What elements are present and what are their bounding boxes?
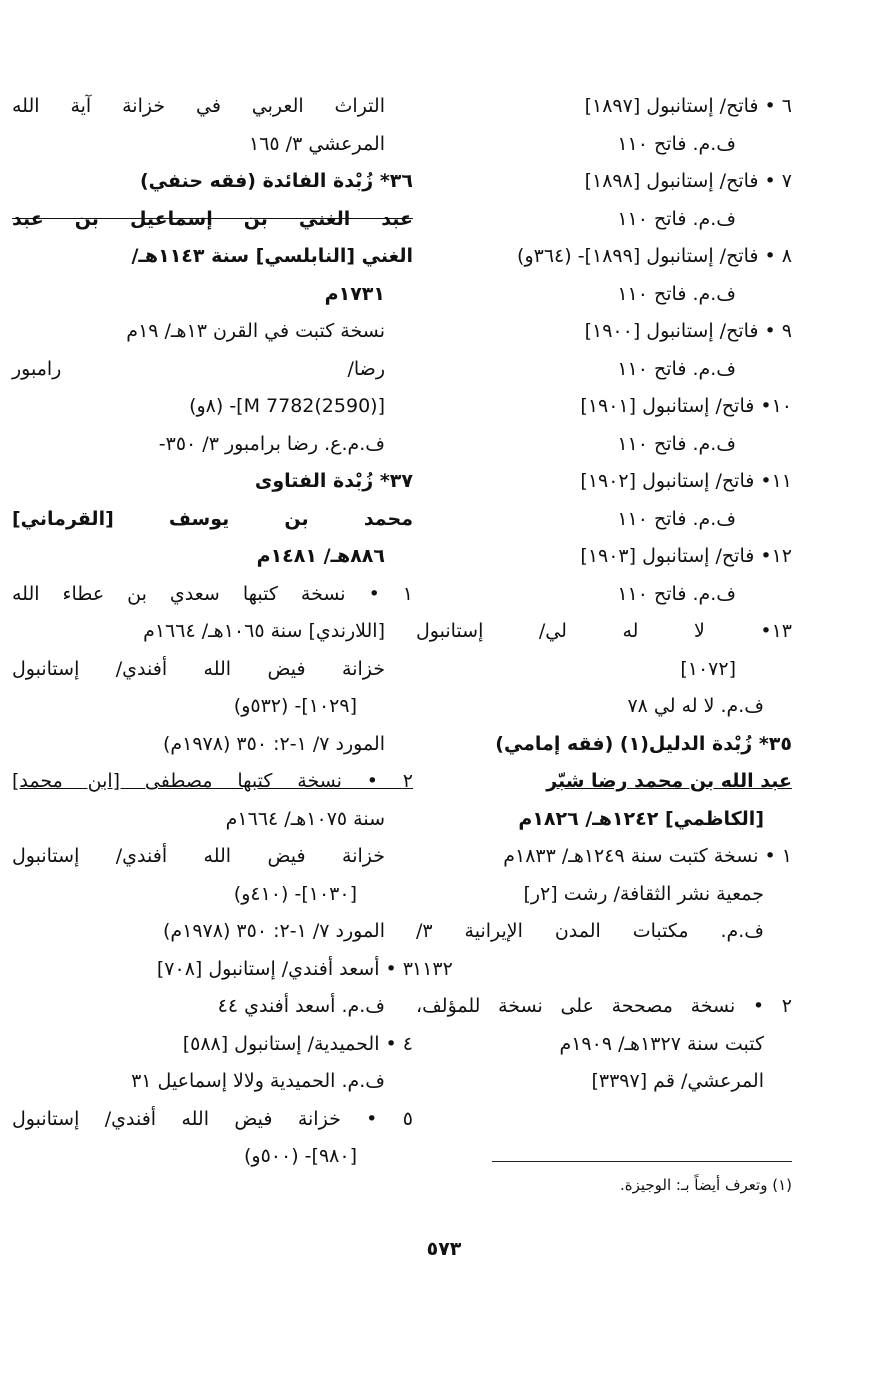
text-line: ١٧٣١م	[324, 282, 385, 305]
text-line: ف.م. لا له لي ٧٨	[627, 695, 764, 717]
text-line: [اللارندي] سنة ١٠٦٥هـ/ ١٦٦٤م	[143, 620, 385, 642]
right-column	[412, 88, 792, 1101]
text-line: سنة ١٠٧٥هـ/ ١٦٦٤م	[225, 807, 385, 830]
text-line: [M 7782(2590)]- (٨و)	[189, 395, 385, 417]
text-line: ١٢• فاتح/ إستانبول [١٩٠٣]	[580, 545, 792, 567]
text-line: التراث العربي في خزانة آية الله	[12, 95, 385, 117]
text-line: خزانة فيض الله أفندي/ إستانبول	[12, 657, 385, 680]
text-line: ٤ • الحميدية/ إستانبول [٥٨٨]	[182, 1032, 413, 1055]
text-line: ٨٨٦هـ/ ١٤٨١م	[256, 545, 385, 567]
text-line: المورد ٧/ ١-٢: ٣٥٠ (١٩٧٨م)	[162, 920, 385, 942]
text-line: ٩ • فاتح/ إستانبول [١٩٠٠]	[584, 320, 792, 342]
text-line: الغني [النابلسي] سنة ١١٤٣هـ/	[131, 245, 413, 267]
text-line: جمعية نشر الثقافة/ رشت [٢ر]	[523, 882, 764, 905]
text-line: ٣٧* زُبْدة الفتاوى	[254, 470, 413, 492]
text-line: المورد ٧/ ١-٢: ٣٥٠ (١٩٧٨م)	[162, 732, 385, 755]
text-line: ٨ • فاتح/ إستانبول [١٨٩٩]- (٣٦٤و)	[517, 245, 792, 267]
text-line: ١١٣٢	[412, 957, 453, 980]
text-line: ف.م. الحميدية ولالا إسماعيل ٣١	[131, 1070, 385, 1092]
text-line: ١٣• لا له لي/ إستانبول	[416, 620, 792, 642]
text-line: كتبت سنة ١٣٢٧هـ/ ١٩٠٩م	[559, 1032, 764, 1055]
text-line: ف.م. فاتح ١١٠	[617, 507, 736, 530]
text-line: ٥ • خزانة فيض الله أفندي/ إستانبول	[12, 1107, 413, 1130]
text-line: ف.م. أسعد أفندي ٤٤	[217, 995, 385, 1017]
text-line: ٣٦* زُبْدة الفائدة (فقه حنفي)	[140, 170, 413, 192]
text-line: ٣ • أسعد أفندي/ إستانبول [٧٠٨]	[156, 957, 413, 980]
text-line: ف.م. مكتبات المدن الإيرانية ٣/	[416, 920, 764, 942]
text-line: [الكاظمي] ١٢٤٢هـ/ ١٨٢٦م	[518, 807, 764, 830]
text-line: ٦ • فاتح/ إستانبول [١٨٩٧]	[584, 95, 792, 117]
text-line: ف.م. فاتح ١١٠	[617, 432, 736, 455]
text-line: ٣٥* زُبْدة الدليل(١) (فقه إمامي)	[495, 732, 792, 755]
footnote: (١) وتعرف أيضاً بـ: الوجيزة.	[619, 1176, 792, 1194]
text-line: ف.م. فاتح ١١٠	[617, 582, 736, 605]
text-line: ف.م. فاتح ١١٠	[617, 132, 736, 155]
text-line: ف.م. فاتح ١١٠	[617, 357, 736, 380]
text-line: [١٠٢٩]- (٥٣٢و)	[233, 695, 357, 717]
text-line: ف.م. فاتح ١١٠	[617, 282, 736, 305]
text-line: [٩٨٠]- (٥٠٠و)	[244, 1145, 357, 1167]
text-line: ٢ • نسخة مصححة على نسخة للمؤلف،	[416, 995, 792, 1017]
text-line: المرعشي ٣/ ١٦٥	[249, 132, 385, 155]
footnote-rule	[492, 1161, 792, 1162]
text-line: ف.م.ع. رضا برامبور ٣/ ٣٥٠-	[158, 432, 385, 455]
text-line: ٢ • نسخة كتبها مصطفى [ابن محمد]	[12, 770, 413, 792]
text-line: ف.م. فاتح ١١٠	[617, 207, 736, 230]
text-line: ١٠• فاتح/ إستانبول [١٩٠١]	[580, 395, 792, 417]
page-number: ٥٧٣	[426, 1238, 462, 1260]
text-line: ٧ • فاتح/ إستانبول [١٨٩٨]	[584, 170, 792, 192]
text-line: [١٠٣٠]- (٤١٠و)	[233, 882, 357, 905]
text-line: المرعشي/ قم [٣٣٩٧]	[591, 1070, 764, 1092]
text-line: عبد الله بن محمد رضا شبّر	[546, 770, 792, 792]
text-line: ١ • نسخة كتبها سعدي بن عطاء الله	[12, 582, 413, 605]
text-line: نسخة كتبت في القرن ١٣هـ/ ١٩م	[126, 320, 385, 342]
text-line: خزانة فيض الله أفندي/ إستانبول	[12, 845, 385, 867]
text-line: ١ • نسخة كتبت سنة ١٢٤٩هـ/ ١٨٣٣م	[503, 845, 792, 867]
text-line: [١٠٧٢]	[680, 657, 736, 680]
text-line: رضا/ رامبور	[12, 357, 385, 380]
text-line: ١١• فاتح/ إستانبول [١٩٠٢]	[580, 470, 792, 492]
text-line: محمد بن يوسف [القرماني]	[12, 507, 413, 530]
left-column	[8, 88, 413, 1176]
text-line: عبد الغني بن إسماعيل بن عبد	[12, 207, 413, 230]
